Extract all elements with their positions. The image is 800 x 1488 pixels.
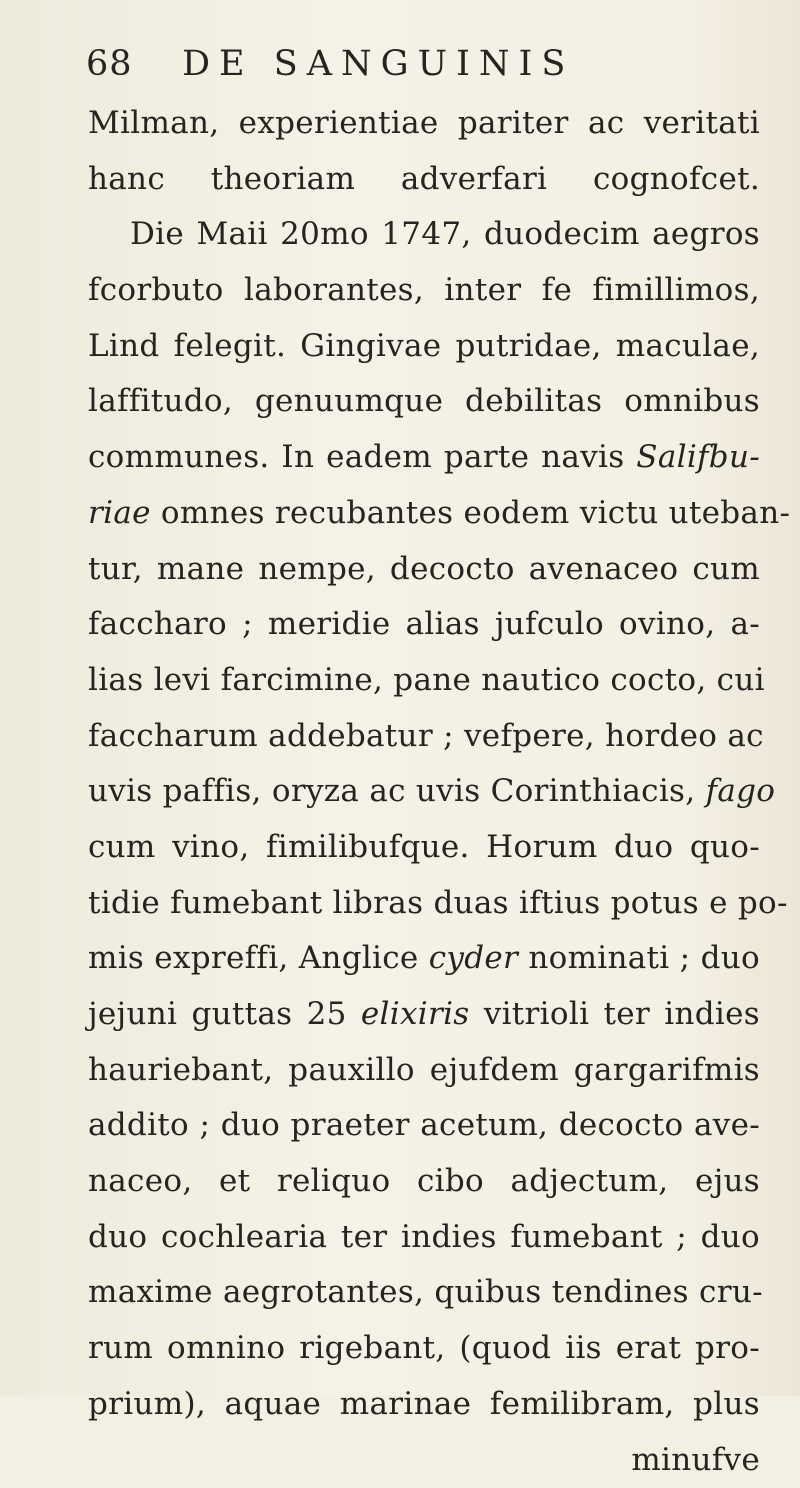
text-line: fcorbuto laborantes, inter fe fimillimos, xyxy=(88,263,760,319)
body-text xyxy=(88,96,760,1488)
italic-word: fago xyxy=(706,773,776,809)
text-line: faccharum addebatur ; vefpere, hordeo ac xyxy=(88,709,760,765)
text-line: hanc theoriam adverfari cognofcet. xyxy=(88,152,760,208)
italic-word: cyder xyxy=(429,940,518,976)
text-line: Lind felegit. Gingivae putridae, maculae, xyxy=(88,319,760,375)
text-line: uvis paffis, oryza ac uvis Corinthiacis, fago xyxy=(88,764,760,820)
text-line: mis expreffi, Anglice cyder nominati ; duo xyxy=(88,931,760,987)
text-line: riae omnes recubantes eodem victu uteban- xyxy=(88,486,760,542)
text-line: communes. In eadem parte navis Salifbu- xyxy=(88,430,760,486)
page-header xyxy=(86,44,646,100)
italic-word: Salifbu- xyxy=(636,439,760,475)
text-line: addito ; duo praeter acetum, decocto ave- xyxy=(88,1098,760,1154)
running-title: DE SANGUINIS xyxy=(182,44,574,84)
text-line: jejuni guttas 25 elixiris vitrioli ter indies xyxy=(88,987,760,1043)
italic-word: riae xyxy=(88,495,151,531)
text-line: cum vino, fimilibufque. Horum duo quo- xyxy=(88,820,760,876)
text-line: naceo, et reliquo cibo adjectum, ejus xyxy=(88,1154,760,1210)
text-line: tidie fumebant libras duas iftius potus e po- xyxy=(88,876,760,932)
text-line: duo cochlearia ter indies fumebant ; duo xyxy=(88,1210,760,1266)
text-line: tur, mane nempe, decocto avenaceo cum xyxy=(88,542,760,598)
text-line: lias levi farcimine, pane nautico cocto, cui xyxy=(88,653,760,709)
text-line: Die Maii 20mo 1747, duodecim aegros xyxy=(88,207,760,263)
text-line: prium), aquae marinae femilibram, plus xyxy=(88,1377,760,1433)
italic-word: elixiris xyxy=(361,996,470,1032)
text-line: maxime aegrotantes, quibus tendines cru- xyxy=(88,1265,760,1321)
text-line: faccharo ; meridie alias jufculo ovino, a- xyxy=(88,597,760,653)
text-line: laffitudo, genuumque debilitas omnibus xyxy=(88,374,760,430)
text-line: rum omnino rigebant, (quod iis erat pro- xyxy=(88,1321,760,1377)
page-number: 68 xyxy=(86,44,133,84)
text-line: Milman, experientiae pariter ac veritati xyxy=(88,96,760,152)
catchword: minufve xyxy=(88,1433,760,1488)
text-line: hauriebant, pauxillo ejufdem gargarifmis xyxy=(88,1043,760,1099)
